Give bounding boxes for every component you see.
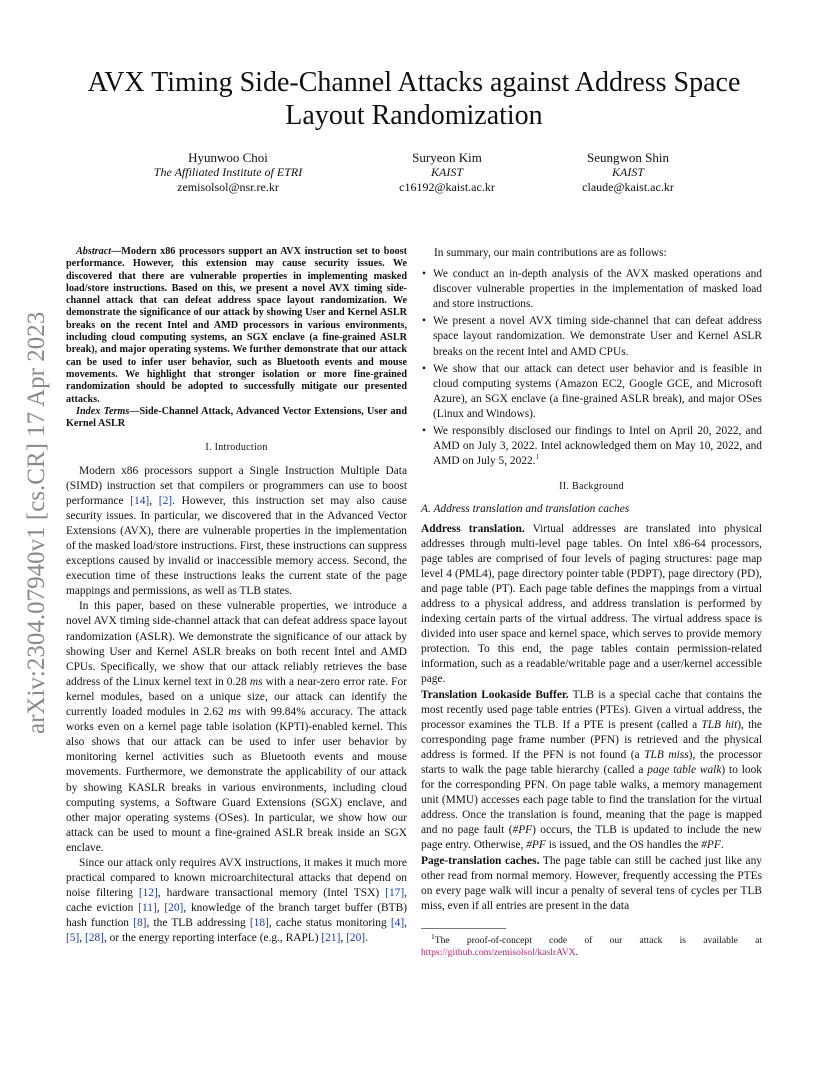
- citation-link[interactable]: [18]: [249, 917, 269, 930]
- list-item: • We responsibly disclosed our findings to Intel on April 20, 2022, and AMD on July 3, 2022. Intel acknowledged them on May 10, 2022, and AMD on July 5, 2022.$^1$: [422, 425, 762, 468]
- section-heading-introduction: I. Introduction: [205, 442, 268, 454]
- section-heading-background: II. Background: [559, 481, 624, 493]
- bullet-icon: •: [422, 268, 426, 281]
- footnote: $^1$The proof-of-concept code of our attack is available at https://github.com/zemisolsol/kaslrAVX.: [421, 931, 762, 958]
- arxiv-stamp: arXiv:2304.07940v1 [cs.CR] 17 Apr 2023: [23, 311, 50, 735]
- citation-link[interactable]: [14]: [130, 494, 150, 507]
- citation-link[interactable]: [12]: [138, 887, 158, 900]
- citation-link[interactable]: [5]: [66, 932, 80, 945]
- paragraph-tlb: Translation Lookaside Buffer. TLB is a special cache that contains the most recently used page table entries (PTEs). Given a virtual address, the processor examines the TLB. If a PTE is present (called a TLB hit), the corresponding page frame number (PFN) is retrieved and the physical address is formed. If the PFN is not found (a TLB miss), the processor starts to walk the page table hierarchy (called a page table walk) to look for the corresponding PFN. On page table walks, a memory management unit (MMU) accesses each page table to find the translation for the virtual address. Once the translation is found, meaning that the page is mapped and no page fault (#PF) occurs, the TLB is updated to include the new page entry. Otherwise, #PF is issued, and the OS handles the #PF.: [421, 688, 763, 852]
- abstract-label: Abstract: [76, 246, 112, 257]
- author-name: Seungwon Shin: [587, 150, 669, 165]
- author-affiliation: KAIST: [611, 165, 644, 179]
- bullet-icon: •: [422, 315, 426, 328]
- paragraph-address-translation: Address translation. Virtual addresses are translated into physical addresses through multi-level page tables. On Intel x86-64 processors, page tables are comprised of four levels of paging structures: page map level 4 (PML4), page directory pointer table (PDPT), page directory (PD), and page table (PT). Each page table defines the mappings from a virtual address to a physical address, and address translation is performed by indexing certain parts of the virtual address. The virtual address space is divided into user space and kernel space, which serves to provide memory protection. To this end, the page tables contain permission-related information, such as a readable/writable page and a user/kernel accessible page.: [421, 522, 762, 686]
- footnote-divider: [421, 928, 506, 929]
- index-terms: [66, 406, 407, 431]
- author-email: claude@kaist.ac.kr: [582, 180, 674, 194]
- author-name: Hyunwoo Choi: [188, 150, 268, 165]
- list-item: • We show that our attack can detect user behavior and is feasible in cloud computing systems (Amazon EC2, Google GCE, and Microsoft Azure), an SGX enclave (a fine-grained ASLR break), and major OSes (Linux and Windows).: [422, 362, 762, 420]
- footnote-link[interactable]: 1: [535, 452, 540, 462]
- run-in-heading: Address translation.: [421, 522, 525, 535]
- bullet-icon: •: [422, 362, 426, 375]
- paper-title: AVX Timing Side-Channel Attacks against Address Space Layout Randomization: [87, 67, 741, 131]
- index-terms-text: —Side-Channel Attack, Advanced Vector Extensions, User and Kernel ASLR: [66, 405, 407, 430]
- author-email: c16192@kaist.ac.kr: [399, 180, 495, 194]
- author-1: [128, 150, 328, 195]
- author-2: [347, 150, 547, 195]
- intro-paragraph-3: Since our attack only requires AVX instructions, it makes it much more practical compared to known microarchitectural attacks that depend on noise filtering [12], hardware transactional memory (Intel TSX) [17], cache eviction [11], [20], knowledge of the branch target buffer (BTB) hash function [8], the TLB addressing [18], cache status monitoring [4], [5], [28], or the energy reporting interface (e.g., RAPL) [21], [20].: [66, 856, 407, 945]
- intro-paragraph-2: In this paper, based on these vulnerable properties, we introduce a novel AVX timing side-channel attack that can defeat address space layout randomization (ASLR). We demonstrate the significance of our attack by showing User and Kernel ASLR breaks on both recent Intel and AMD CPUs. Specifically, we show that our attack reliably retrieves the base address of the Linux kernel text in 0.28 ms with a near-zero error rate. For kernel modules, based on a unique size, our attack can identify the currently loaded modules in 2.62 ms with 99.84% accuracy. The attack works even on a kernel page table isolation (KPTI)-enabled kernel. This also shows that our attack can be used to infer user behavior by monitoring kernel activities such as Bluetooth events and mouse movements. Furthermore, we demonstrate the applicability of our attack by showing KASLR breaks in various environments, including cloud computing systems, a Software Guard Extensions (SGX) enclave, and other major operating systems (OSes). In particular, we show how our attack can be used to mount a fine-grained ASLR break inside an SGX enclave.: [66, 600, 408, 854]
- list-item: • We present a novel AVX timing side-channel that can defeat address space layout randomization. We demonstrate User and Kernel ASLR breaks on the recent Intel and AMD CPUs.: [422, 315, 762, 358]
- citation-link[interactable]: [2]: [158, 494, 173, 507]
- author-3: [528, 150, 728, 195]
- left-column: [66, 246, 407, 947]
- list-item: • We conduct an in-depth analysis of the AVX masked operations and discover vulnerable properties in the implementation of masked load and store instructions.: [422, 268, 762, 311]
- bullet-icon: •: [422, 425, 426, 438]
- author-affiliation: The Affiliated Institute of ETRI: [153, 165, 303, 179]
- footnote-mark: 1: [431, 931, 435, 941]
- citation-link[interactable]: [17]: [385, 887, 405, 900]
- contributions-list: [421, 267, 762, 469]
- paragraph-page-translation-caches: Page-translation caches. The page table can still be cached just like any other read from normal memory. However, frequently accessing the PTEs on every page walk will incur a penalty of several tens of cycles per TLB miss, even if all entries are present in the data: [421, 854, 762, 912]
- citation-link[interactable]: [20]: [164, 902, 184, 915]
- run-in-heading: Translation Lookaside Buffer.: [421, 688, 569, 701]
- right-column: [421, 246, 762, 959]
- author-affiliation: KAIST: [430, 165, 463, 179]
- intro-paragraph-1: Modern x86 processors support a Single Instruction Multiple Data (SIMD) instruction set that compilers or programmers can use to boost performance [14], [2]. However, this instruction set may also cause security issues. In particular, we discovered that in the Advanced Vector Extensions (AVX), there are vulnerable properties in the implementation of the masked load/store instructions. First, these instructions can suppress exceptions caused by invalid or inaccessible memory access. Second, the execution time of these instructions leaks the current state of the page mappings and permissions, as well as TLB states.: [66, 464, 407, 598]
- citation-link[interactable]: [8]: [133, 917, 147, 930]
- subsection-heading: A. Address translation and translation caches: [421, 503, 630, 516]
- run-in-heading: Page-translation caches.: [421, 854, 540, 867]
- author-name: Suryeon Kim: [412, 150, 482, 165]
- citation-link[interactable]: [28]: [85, 932, 104, 945]
- citation-link[interactable]: [21]: [321, 932, 341, 945]
- contributions-intro: In summary, our main contributions are as follows:: [434, 247, 667, 259]
- citation-link[interactable]: [4]: [390, 917, 405, 930]
- citation-link[interactable]: [20]: [346, 932, 366, 945]
- citation-link[interactable]: [11]: [138, 902, 157, 915]
- index-terms-label: Index Terms: [76, 405, 130, 417]
- abstract: [66, 246, 407, 406]
- abstract-text: —Modern x86 processors support an AVX instruction set to boost performance. However, this extension may cause security issues. We discovered that there are vulnerable properties in implementing masked load/store instructions. Based on this, we present a novel AVX timing side-channel attack that can defeat address space layout randomization. We demonstrate the significance of our attack by showing User and Kernel ASLR breaks on the recent Intel and AMD processors in various environments, including cloud computing systems, an SGX enclave (a fine-grained ASLR break), and major operating systems. We further demonstrate that our attack can be used to infer user behavior, such as Bluetooth events and mouse movements. We highlight that stronger isolation or more fine-grained randomization should be adopted to successfully mitigate our presented attacks.: [66, 246, 407, 405]
- author-email: zemisolsol@nsr.re.kr: [177, 180, 279, 194]
- footnote-url-link[interactable]: https://github.com/zemisolsol/kaslrAVX: [421, 946, 576, 958]
